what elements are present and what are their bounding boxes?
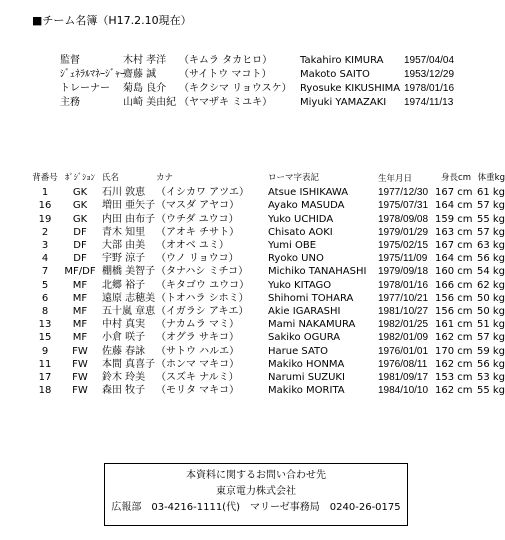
player-row [32, 199, 505, 212]
player-position: MF [72, 332, 88, 344]
player-position: FW [72, 372, 88, 384]
player-row [32, 292, 505, 305]
staff-role: ｼﾞｪﾈﾗﾙﾏﾈｰｼﾞｬｰ [60, 69, 125, 80]
player-kana: （トオハラ シホミ） [156, 292, 249, 304]
player-dob: 1978/09/08 [378, 213, 429, 225]
player-weight: 57 kg [476, 226, 505, 238]
player-number: 16 [38, 200, 52, 212]
player-row [32, 265, 505, 278]
player-height: 162 cm [435, 358, 473, 370]
player-weight: 56 kg [476, 358, 505, 370]
player-name: 遠原 志穂美 [102, 292, 156, 304]
player-number: 3 [41, 240, 49, 252]
player-height: 164 cm [435, 253, 473, 265]
player-kana: （マスダ アヤコ） [156, 200, 240, 212]
staff-romaji: Takahiro KIMURA [300, 55, 384, 66]
player-name: 鈴木 玲美 [102, 372, 146, 384]
player-name: 本間 真喜子 [102, 358, 156, 370]
player-romaji: Harue SATO [268, 345, 329, 357]
roster-header [32, 172, 505, 185]
player-name: 内田 由布子 [102, 213, 156, 225]
player-dob: 1975/11/09 [378, 253, 428, 265]
header-position: ﾎﾟｼﾞｼｮﾝ [65, 173, 95, 183]
player-dob: 1981/09/17 [378, 372, 429, 384]
player-weight: 50 kg [476, 292, 505, 304]
player-row [32, 345, 505, 358]
player-height: 159 cm [435, 213, 473, 225]
player-height: 162 cm [435, 332, 473, 344]
staff-row [60, 54, 464, 68]
player-kana: （アオキ チサト） [156, 226, 240, 238]
player-height: 160 cm [435, 266, 473, 278]
player-height: 170 cm [435, 345, 473, 357]
player-romaji: Yuko UCHIDA [268, 213, 334, 225]
player-kana: （モリタ マキコ） [156, 385, 240, 397]
player-romaji: Makiko HONMA [268, 358, 345, 370]
player-weight: 59 kg [476, 345, 505, 357]
player-name: 五十嵐 章恵 [102, 306, 156, 318]
player-height: 156 cm [435, 306, 473, 318]
contact-box [104, 463, 408, 526]
player-kana: （スズキ ナルミ） [156, 372, 239, 384]
staff-name: 山崎 美由紀 [123, 97, 177, 108]
player-kana: （タナハシ ミチコ） [156, 266, 249, 278]
player-weight: 51 kg [476, 319, 505, 331]
player-row [32, 213, 505, 226]
player-height: 163 cm [435, 226, 473, 238]
header-kana: カナ [156, 173, 174, 183]
player-row [32, 371, 505, 384]
staff-dob: 1974/11/13 [404, 97, 454, 108]
player-row [32, 358, 505, 371]
player-dob: 1975/07/31 [378, 200, 429, 212]
player-position: MF [72, 292, 88, 304]
player-height: 167 cm [435, 240, 473, 252]
player-romaji: Mami NAKAMURA [268, 319, 356, 331]
player-number: 4 [41, 253, 49, 265]
player-height: 156 cm [435, 292, 473, 304]
staff-romaji: Makoto SAITO [300, 69, 370, 80]
player-dob: 1984/10/10 [378, 385, 429, 397]
staff-dob: 1953/12/29 [404, 69, 455, 80]
player-row [32, 331, 505, 344]
page-title: ■チーム名簿（H17.2.10現在） [32, 14, 192, 27]
player-row [32, 279, 505, 292]
player-height: 153 cm [435, 372, 473, 384]
player-weight: 50 kg [476, 306, 505, 318]
player-name: 佐藤 春詠 [102, 345, 146, 357]
player-number: 11 [38, 358, 52, 370]
player-romaji: Yumi OBE [268, 240, 317, 252]
player-height: 166 cm [435, 279, 473, 291]
staff-row [60, 68, 464, 82]
player-position: FW [72, 385, 88, 397]
player-kana: （オオベ ユミ） [156, 240, 229, 252]
header-height: 身長cm [441, 173, 471, 183]
staff-role: 主務 [60, 97, 80, 108]
staff-name: 菊島 良介 [123, 83, 167, 94]
player-number: 1 [41, 187, 49, 199]
player-rows [32, 186, 505, 397]
player-dob: 1982/01/09 [378, 332, 429, 344]
staff-kana: （ヤマザキ ミユキ） [179, 97, 273, 108]
player-row [32, 305, 505, 318]
staff-romaji: Ryosuke KIKUSHIMA [300, 83, 401, 94]
player-name: 小倉 咲子 [102, 332, 146, 344]
player-weight: 53 kg [476, 372, 505, 384]
staff-name: 木村 孝洋 [123, 55, 167, 66]
player-name: 大部 由美 [102, 240, 146, 252]
player-position: GK [72, 213, 88, 225]
player-number: 8 [41, 306, 49, 318]
player-row [32, 186, 505, 199]
player-name: 中村 真実 [102, 319, 146, 331]
player-dob: 1982/01/25 [378, 319, 429, 331]
player-romaji: Ryoko UNO [268, 253, 324, 265]
player-roster [32, 172, 505, 397]
player-name: 石川 敦恵 [102, 187, 146, 199]
player-position: DF [73, 240, 87, 252]
player-romaji: Atsue ISHIKAWA [268, 187, 349, 199]
player-height: 162 cm [435, 385, 473, 397]
player-name: 青木 知里 [102, 226, 146, 238]
player-name: 棚橋 美智子 [102, 266, 156, 278]
player-romaji: Michiko TANAHASHI [268, 266, 367, 278]
staff-dob: 1957/04/04 [404, 55, 455, 66]
player-kana: （ウノ リョウコ） [156, 253, 239, 265]
player-number: 19 [38, 213, 52, 225]
player-weight: 57 kg [476, 332, 505, 344]
player-dob: 1978/01/16 [378, 279, 429, 291]
player-name: 増田 亜矢子 [102, 200, 156, 212]
player-weight: 56 kg [476, 253, 505, 265]
player-position: GK [72, 187, 88, 199]
player-name: 宇野 涼子 [102, 253, 146, 265]
player-dob: 1976/01/01 [378, 345, 429, 357]
header-number: 背番号 [32, 173, 58, 183]
player-romaji: Ayako MASUDA [268, 200, 345, 212]
staff-name: 齋藤 誠 [123, 69, 157, 80]
player-position: DF [73, 253, 87, 265]
player-dob: 1977/12/30 [378, 187, 429, 199]
player-kana: （サトウ ハルエ） [156, 345, 240, 357]
staff-list [60, 54, 464, 110]
player-position: FW [72, 345, 88, 357]
player-weight: 55 kg [476, 213, 505, 225]
player-position: FW [72, 358, 88, 370]
player-position: DF [73, 226, 87, 238]
player-weight: 61 kg [476, 187, 505, 199]
contact-phones: 広報部 03-4216-1111(代) マリーゼ事務局 0240-26-0175 [111, 502, 401, 513]
player-dob: 1975/02/15 [378, 240, 429, 252]
player-number: 6 [41, 292, 49, 304]
player-number: 7 [41, 266, 49, 278]
player-weight: 55 kg [476, 385, 505, 397]
player-romaji: Makiko MORITA [268, 385, 345, 397]
player-position: MF/DF [64, 266, 96, 278]
player-kana: （イガラシ アキエ） [156, 306, 249, 318]
player-romaji: Shihomi TOHARA [268, 292, 354, 304]
player-kana: （イシカワ アツエ） [156, 187, 249, 199]
staff-row [60, 82, 464, 96]
staff-row [60, 96, 464, 110]
player-row [32, 226, 505, 239]
player-row [32, 318, 505, 331]
player-kana: （オグラ サキコ） [156, 332, 239, 344]
player-romaji: Narumi SUZUKI [268, 372, 345, 384]
player-row [32, 252, 505, 265]
player-weight: 62 kg [476, 279, 505, 291]
player-dob: 1976/08/11 [378, 358, 428, 370]
staff-dob: 1978/01/16 [404, 83, 455, 94]
player-romaji: Akie IGARASHI [268, 306, 341, 318]
player-kana: （ウチダ ユウコ） [156, 213, 239, 225]
player-number: 13 [38, 319, 52, 331]
player-kana: （ホンマ マキコ） [156, 358, 240, 370]
player-row [32, 384, 505, 397]
player-romaji: Sakiko OGURA [268, 332, 341, 344]
staff-kana: （キクシマ リョウスケ） [179, 83, 292, 94]
staff-role: トレーナー [60, 83, 110, 94]
player-dob: 1977/10/21 [378, 292, 429, 304]
player-number: 17 [38, 372, 52, 384]
player-number: 18 [38, 385, 52, 397]
player-position: MF [72, 306, 88, 318]
staff-romaji: Miyuki YAMAZAKI [300, 97, 387, 108]
player-name: 北郷 裕子 [102, 279, 146, 291]
player-dob: 1981/10/27 [378, 306, 429, 318]
player-height: 161 cm [435, 319, 473, 331]
player-romaji: Yuko KITAGO [268, 279, 332, 291]
player-dob: 1979/09/18 [378, 266, 429, 278]
player-position: GK [72, 200, 88, 212]
player-row [32, 239, 505, 252]
header-name: 氏名 [102, 173, 120, 183]
player-weight: 63 kg [476, 240, 505, 252]
header-romaji: ローマ字表記 [268, 173, 320, 183]
player-kana: （ナカムラ マミ） [156, 319, 239, 331]
contact-heading: 本資料に関するお問い合わせ先 [186, 470, 326, 481]
player-dob: 1979/01/29 [378, 226, 429, 238]
player-height: 167 cm [435, 187, 473, 199]
player-height: 164 cm [435, 200, 473, 212]
player-number: 5 [41, 279, 49, 291]
player-number: 15 [38, 332, 52, 344]
staff-role: 監督 [60, 55, 80, 66]
player-romaji: Chisato AOKI [268, 226, 333, 238]
player-number: 2 [41, 226, 49, 238]
staff-kana: （サイトウ マコト） [179, 69, 272, 80]
player-kana: （キタゴウ ユウコ） [156, 279, 250, 291]
header-weight: 体重kg [477, 173, 505, 183]
player-weight: 54 kg [476, 266, 505, 278]
player-name: 森田 牧子 [102, 385, 146, 397]
player-weight: 57 kg [476, 200, 505, 212]
player-position: MF [72, 319, 88, 331]
contact-company: 東京電力株式会社 [216, 486, 296, 497]
player-number: 9 [41, 345, 49, 357]
staff-kana: （キムラ タカヒロ） [179, 55, 273, 66]
player-position: MF [72, 279, 88, 291]
header-dob: 生年月日 [378, 173, 413, 183]
